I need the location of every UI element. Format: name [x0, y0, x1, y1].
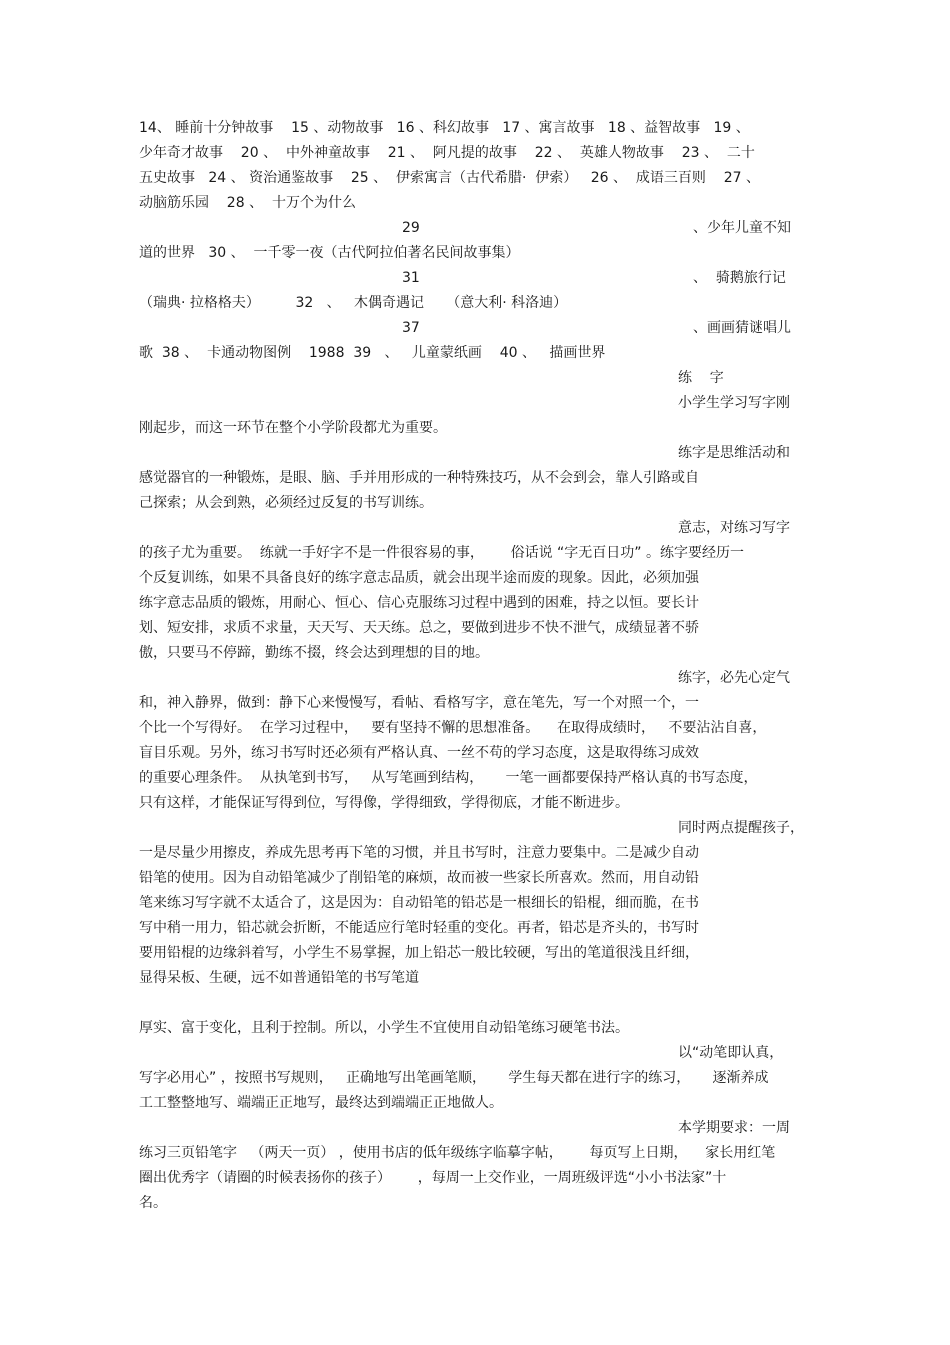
text-line: 五史故事 24 、 资治通鉴故事 25 、 伊索寓言（古代希腊· 伊索） 26 、 成语三百则 27 、	[139, 170, 760, 186]
text-line: 要用铅棍的边缘斜着写，小学生不易掌握，加上铅芯一般比较硬，写出的笔道很浅且纤细，	[139, 945, 699, 961]
text-line: 31	[402, 270, 420, 286]
text-line: 傲，只要马不停蹄，勤练不掇，终会达到理想的目的地。	[139, 645, 489, 661]
text-line: 铅笔的使用。因为自动铅笔减少了削铅笔的麻烦，故而被一些家长所喜欢。然而，用自动铅	[139, 870, 699, 886]
text-line: 己探索；从会到熟，必须经过反复的书写训练。	[139, 495, 433, 511]
text-line: 感觉器官的一种锻炼，是眼、脑、手并用形成的一种特殊技巧，从不会到会，靠人引路或自	[139, 470, 699, 486]
text-line: 练习三页铅笔字 （两天一页） ，使用书店的低年级练字临摹字帖， 每页写上日期， 家长用红笔	[139, 1145, 776, 1161]
text-line: 37	[402, 320, 420, 336]
text-line: 本学期要求：一周	[678, 1120, 790, 1136]
text-line: 写字必用心” ，按照书写规则， 正确地写出笔画笔顺， 学生每天都在进行字的练习， 逐渐养成	[139, 1070, 769, 1086]
text-line: 个比一个写得好。 在学习过程中， 要有坚持不懈的思想准备。 在取得成绩时， 不要沾沾自喜，	[139, 720, 767, 736]
text-line: 练字意志品质的锻炼，用耐心、恒心、信心克服练习过程中遇到的困难，持之以恒。要长计	[139, 595, 699, 611]
text-line: 只有这样，才能保证写得到位，写得像，学得细致，学得彻底，才能不断进步。	[139, 795, 629, 811]
text-line: 14、 睡前十分钟故事 15 、动物故事 16 、科幻故事 17 、寓言故事 18 、益智故事 19 、	[139, 120, 750, 136]
section-heading: 练 字	[678, 370, 724, 386]
text-line: 、 骑鹅旅行记	[693, 270, 786, 286]
text-line: 练字，必先心定气	[678, 670, 790, 686]
text-line: 笔来练习写字就不太适合了，这是因为：自动铅笔的铅芯是一根细长的铅棍，细而脆，在书	[139, 895, 699, 911]
text-line: 少年奇才故事 20 、 中外神童故事 21 、 阿凡提的故事 22 、 英雄人物故事 23 、 二十	[139, 145, 755, 161]
text-line: 动脑筋乐园 28 、 十万个为什么	[139, 195, 356, 211]
text-line: 道的世界 30 、 一千零一夜（古代阿拉伯著名民间故事集）	[139, 245, 520, 261]
text-line: 刚起步，而这一环节在整个小学阶段都尤为重要。	[139, 420, 447, 436]
text-line: 工工整整地写、端端正正地写，最终达到端端正正地做人。	[139, 1095, 503, 1111]
text-line: 以“动笔即认真，	[678, 1045, 784, 1061]
text-line: 29	[402, 220, 420, 236]
text-line: （瑞典· 拉格格夫） 32 、 木偶奇遇记 （意大利· 科洛迪）	[139, 295, 568, 311]
text-line: 意志，对练习写字	[678, 520, 790, 536]
text-line: 一是尽量少用擦皮，养成先思考再下笔的习惯，并且书写时，注意力要集中。二是减少自动	[139, 845, 699, 861]
text-line: 的重要心理条件。 从执笔到书写， 从写笔画到结构， 一笔一画都要保持严格认真的书写态度，	[139, 770, 758, 786]
text-line: 划、短安排，求质不求量，天天写、天天练。总之，要做到进步不快不泄气，成绩显著不骄	[139, 620, 699, 636]
text-line: 、画画猜谜唱儿	[693, 320, 791, 336]
text-line: 和，神入静界，做到：静下心来慢慢写，看帖、看格写字，意在笔先，写一个对照一个，一	[139, 695, 699, 711]
text-line: 个反复训练，如果不具备良好的练字意志品质，就会出现半途而废的现象。因此，必须加强	[139, 570, 699, 586]
text-line: 、少年儿童不知	[693, 220, 791, 236]
text-line: 厚实、富于变化，且利于控制。所以，小学生不宜使用自动铅笔练习硬笔书法。	[139, 1020, 629, 1036]
text-line: 歌 38 、 卡通动物图例 1988 39 、 儿童蒙纸画 40 、 描画世界	[139, 345, 606, 361]
text-line: 圈出优秀字（请圈的时候表扬你的孩子） ，每周一上交作业，一周班级评选“小小书法家”十	[139, 1170, 727, 1186]
text-line: 名。	[139, 1195, 167, 1211]
text-line: 盲目乐观。另外，练习书写时还必须有严格认真、一丝不苟的学习态度，这是取得练习成效	[139, 745, 699, 761]
text-line: 练字是思维活动和	[678, 445, 790, 461]
text-line: 的孩子尤为重要。 练就一手好字不是一件很容易的事， 俗话说 “字无百日功” 。练字要经历一	[139, 545, 745, 561]
text-line: 同时两点提醒孩子，	[678, 820, 804, 836]
text-line: 显得呆板、生硬，远不如普通铅笔的书写笔道	[139, 970, 419, 986]
text-line: 写中稍一用力，铅芯就会折断，不能适应行笔时轻重的变化。再者，铅芯是齐头的，书写时	[139, 920, 699, 936]
text-line: 小学生学习写字刚	[678, 395, 790, 411]
